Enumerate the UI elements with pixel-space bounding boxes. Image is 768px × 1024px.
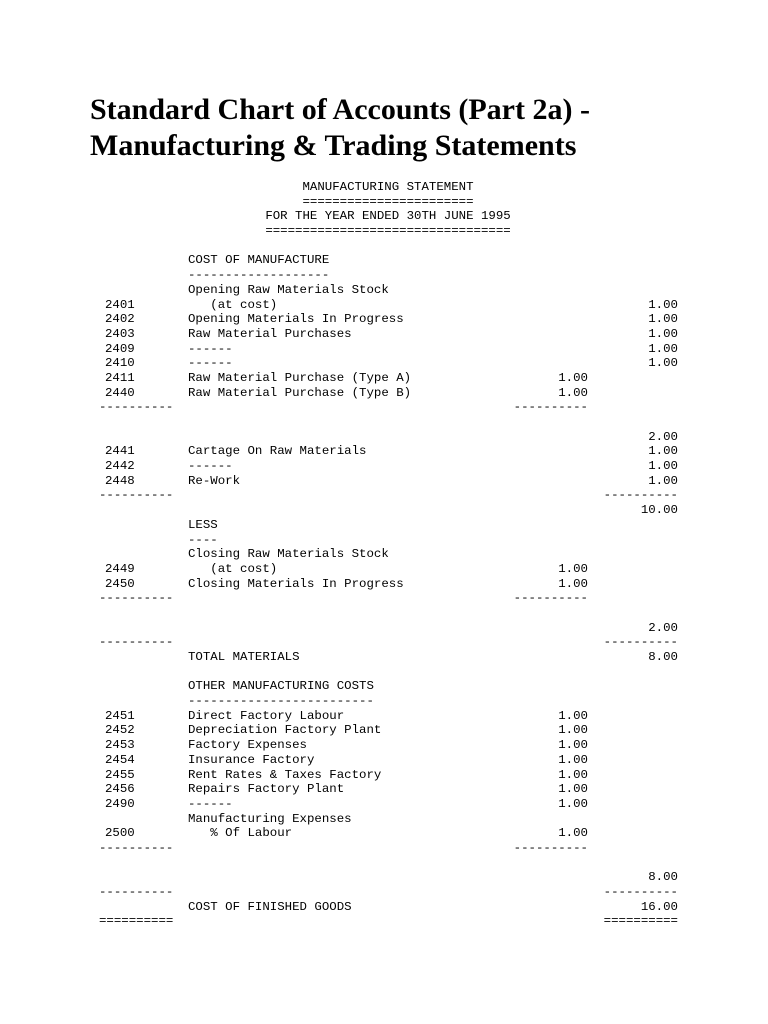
account-description: Direct Factory Labour bbox=[188, 708, 345, 723]
rule-left: ========== bbox=[99, 914, 174, 929]
account-description: ------ bbox=[188, 459, 233, 474]
account-description: LESS bbox=[188, 517, 218, 532]
account-description: Raw Material Purchases bbox=[188, 326, 352, 341]
account-code: 2450 bbox=[105, 576, 135, 591]
account-row bbox=[0, 386, 768, 401]
account-code: 2440 bbox=[105, 385, 135, 400]
account-description: Raw Material Purchase (Type B) bbox=[188, 385, 412, 400]
blank-row bbox=[0, 239, 768, 254]
account-code: 2500 bbox=[105, 826, 135, 841]
account-row bbox=[0, 474, 768, 489]
rule-left: ---------- bbox=[99, 635, 174, 650]
account-description: % Of Labour bbox=[188, 826, 293, 841]
account-code: 2441 bbox=[105, 444, 135, 459]
account-code: 2490 bbox=[105, 796, 135, 811]
total-amount: 8.00 bbox=[648, 870, 678, 885]
account-row bbox=[0, 782, 768, 797]
page-title-line-2: Manufacturing & Trading Statements bbox=[90, 129, 577, 162]
account-description: ------------------------- bbox=[188, 694, 374, 709]
account-description: COST OF FINISHED GOODS bbox=[188, 899, 352, 914]
account-description: Cartage On Raw Materials bbox=[188, 444, 367, 459]
subtotal-amount: 1.00 bbox=[558, 576, 588, 591]
account-description: (at cost) bbox=[188, 297, 278, 312]
statement-line bbox=[0, 812, 768, 827]
account-description: Closing Raw Materials Stock bbox=[188, 547, 389, 562]
total-amount: 1.00 bbox=[648, 297, 678, 312]
account-description: ------------------- bbox=[188, 268, 330, 283]
page-title-line-1: Standard Chart of Accounts (Part 2a) - bbox=[90, 93, 590, 126]
blank-row bbox=[0, 415, 768, 430]
rule-total-column: ---------- bbox=[603, 488, 678, 503]
account-description: Rent Rates & Taxes Factory bbox=[188, 767, 382, 782]
account-description: ------ bbox=[188, 356, 233, 371]
account-code: 2401 bbox=[105, 297, 135, 312]
account-description: Insurance Factory bbox=[188, 752, 315, 767]
account-code: 2453 bbox=[105, 738, 135, 753]
manufacturing-statement bbox=[0, 180, 768, 929]
rule-left: ---------- bbox=[99, 840, 174, 855]
account-code: 2409 bbox=[105, 341, 135, 356]
statement-line bbox=[0, 547, 768, 562]
rule-row bbox=[0, 488, 768, 503]
account-code: 2403 bbox=[105, 326, 135, 341]
statement-line bbox=[0, 900, 768, 915]
statement-body bbox=[0, 253, 768, 929]
rule-total-column: ========== bbox=[603, 914, 678, 929]
account-code: 2452 bbox=[105, 723, 135, 738]
account-row bbox=[0, 753, 768, 768]
rule-row bbox=[0, 591, 768, 606]
statement-line bbox=[0, 650, 768, 665]
account-code: 2448 bbox=[105, 473, 135, 488]
rule-row bbox=[0, 400, 768, 415]
account-code: 2454 bbox=[105, 752, 135, 767]
total-amount: 16.00 bbox=[640, 899, 678, 914]
account-row bbox=[0, 723, 768, 738]
account-row bbox=[0, 459, 768, 474]
account-row bbox=[0, 797, 768, 812]
rule-row bbox=[0, 914, 768, 929]
account-row bbox=[0, 327, 768, 342]
account-code: 2411 bbox=[105, 370, 135, 385]
account-description: TOTAL MATERIALS bbox=[188, 650, 300, 664]
statement-heading: MANUFACTURING STATEMENT bbox=[302, 180, 474, 194]
account-row bbox=[0, 312, 768, 327]
statement-period-rule: ================================= bbox=[265, 224, 511, 239]
account-row bbox=[0, 768, 768, 783]
total-amount: 1.00 bbox=[648, 326, 678, 341]
account-description: Closing Materials In Progress bbox=[188, 576, 404, 591]
statement-period: FOR THE YEAR ENDED 30TH JUNE 1995 bbox=[265, 209, 511, 224]
statement-period-row bbox=[0, 209, 768, 224]
statement-period-rule-row bbox=[0, 224, 768, 239]
account-code: 2451 bbox=[105, 708, 135, 723]
total-amount: 1.00 bbox=[648, 459, 678, 474]
statement-line bbox=[0, 268, 768, 283]
rule-left: ---------- bbox=[99, 400, 174, 415]
account-row bbox=[0, 298, 768, 313]
total-amount: 1.00 bbox=[648, 341, 678, 356]
blank-row bbox=[0, 856, 768, 871]
total-amount: 1.00 bbox=[648, 473, 678, 488]
rule-row bbox=[0, 841, 768, 856]
account-row bbox=[0, 709, 768, 724]
account-row bbox=[0, 356, 768, 371]
subtotal-amount: 1.00 bbox=[558, 826, 588, 841]
account-row bbox=[0, 562, 768, 577]
statement-line bbox=[0, 430, 768, 445]
subtotal-amount: 1.00 bbox=[558, 782, 588, 797]
rule-subtotal-column: ---------- bbox=[513, 591, 588, 606]
account-description: Re-Work bbox=[188, 473, 241, 488]
account-row bbox=[0, 444, 768, 459]
account-description: ------ bbox=[188, 796, 233, 811]
statement-line bbox=[0, 503, 768, 518]
statement-line bbox=[0, 694, 768, 709]
account-code: 2410 bbox=[105, 356, 135, 371]
total-amount: 1.00 bbox=[648, 444, 678, 459]
rule-total-column: ---------- bbox=[603, 635, 678, 650]
subtotal-amount: 1.00 bbox=[558, 767, 588, 782]
account-description: Depreciation Factory Plant bbox=[188, 723, 382, 738]
page-title bbox=[90, 92, 730, 164]
account-description: ------ bbox=[188, 341, 233, 356]
subtotal-amount: 1.00 bbox=[558, 752, 588, 767]
account-row bbox=[0, 577, 768, 592]
statement-line bbox=[0, 679, 768, 694]
statement-line bbox=[0, 253, 768, 268]
total-amount: 2.00 bbox=[648, 620, 678, 635]
subtotal-amount: 1.00 bbox=[558, 796, 588, 811]
rule-subtotal-column: ---------- bbox=[513, 840, 588, 855]
rule-row bbox=[0, 635, 768, 650]
account-row bbox=[0, 342, 768, 357]
statement-heading-rule: ======================= bbox=[302, 194, 474, 209]
account-description: Opening Raw Materials Stock bbox=[188, 282, 389, 297]
rule-left: ---------- bbox=[99, 885, 174, 899]
account-description: Raw Material Purchase (Type A) bbox=[188, 370, 412, 385]
total-amount: 1.00 bbox=[648, 312, 678, 327]
rule-row bbox=[0, 885, 768, 900]
account-code: 2449 bbox=[105, 561, 135, 576]
account-description: Manufacturing Expenses bbox=[188, 811, 352, 826]
rule-subtotal-column: ---------- bbox=[513, 400, 588, 415]
account-description: ---- bbox=[188, 532, 218, 547]
statement-line bbox=[0, 533, 768, 548]
total-amount: 2.00 bbox=[648, 429, 678, 444]
total-amount: 8.00 bbox=[648, 650, 678, 664]
total-amount: 1.00 bbox=[648, 356, 678, 371]
subtotal-amount: 1.00 bbox=[558, 385, 588, 400]
account-row bbox=[0, 738, 768, 753]
account-row bbox=[0, 826, 768, 841]
statement-line bbox=[0, 283, 768, 298]
subtotal-amount: 1.00 bbox=[558, 561, 588, 576]
account-code: 2456 bbox=[105, 782, 135, 797]
account-description: OTHER MANUFACTURING COSTS bbox=[188, 679, 374, 694]
account-description: Opening Materials In Progress bbox=[188, 312, 404, 327]
account-code: 2402 bbox=[105, 312, 135, 327]
statement-line bbox=[0, 518, 768, 533]
subtotal-amount: 1.00 bbox=[558, 738, 588, 753]
rule-left: ---------- bbox=[99, 591, 174, 606]
statement-heading-row bbox=[0, 180, 768, 195]
subtotal-amount: 1.00 bbox=[558, 708, 588, 723]
statement-heading-rule-row bbox=[0, 195, 768, 210]
account-code: 2442 bbox=[105, 459, 135, 474]
blank-row bbox=[0, 606, 768, 621]
rule-total-column: ---------- bbox=[603, 885, 678, 899]
account-description: COST OF MANUFACTURE bbox=[188, 253, 330, 268]
account-code: 2455 bbox=[105, 767, 135, 782]
account-row bbox=[0, 371, 768, 386]
account-description: Factory Expenses bbox=[188, 738, 307, 753]
subtotal-amount: 1.00 bbox=[558, 370, 588, 385]
subtotal-amount: 1.00 bbox=[558, 723, 588, 738]
rule-left: ---------- bbox=[99, 488, 174, 503]
account-description: (at cost) bbox=[188, 561, 278, 576]
statement-line bbox=[0, 621, 768, 636]
blank-row bbox=[0, 665, 768, 680]
statement-line bbox=[0, 870, 768, 885]
total-amount: 10.00 bbox=[640, 503, 678, 518]
account-description: Repairs Factory Plant bbox=[188, 782, 345, 797]
